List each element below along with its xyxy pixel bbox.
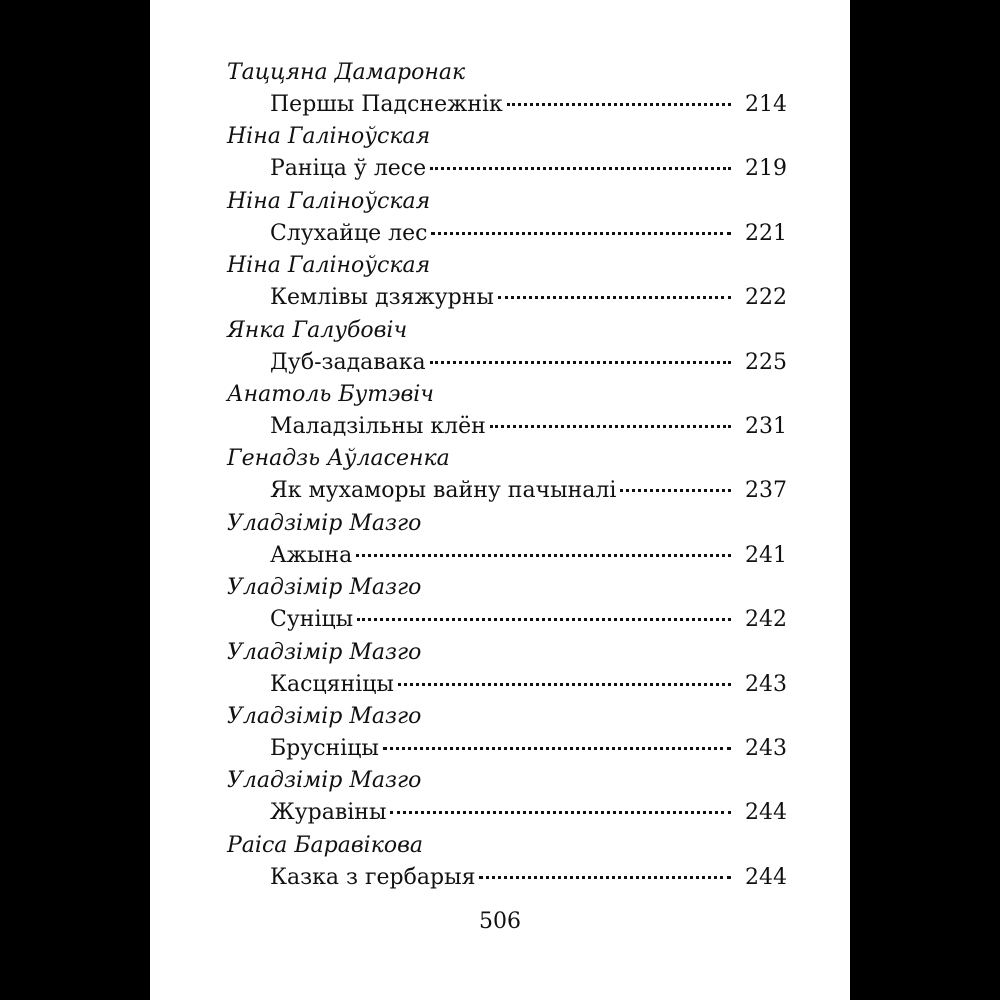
- toc-title: Брусніцы: [270, 735, 379, 761]
- toc-title: Ажына: [270, 542, 353, 568]
- dot-leader: [356, 554, 731, 557]
- toc-row: [227, 475, 787, 507]
- dot-leader: [383, 747, 731, 750]
- toc-author: Янка Галубовіч: [227, 317, 408, 343]
- toc-row: [227, 669, 787, 701]
- toc-entry: [227, 186, 787, 250]
- toc-page-number: 214: [745, 92, 787, 117]
- toc-row: [227, 862, 787, 894]
- toc-row: [227, 540, 787, 572]
- toc-row: [227, 604, 787, 636]
- toc-author: Анатоль Бутэвіч: [227, 381, 434, 407]
- toc-row: [227, 347, 787, 379]
- dot-leader: [507, 103, 731, 106]
- toc-page-number: 241: [745, 542, 787, 568]
- toc-title: Дуб-задавака: [270, 349, 426, 375]
- dot-leader: [398, 683, 731, 686]
- toc-author: Уладзімір Мазго: [227, 510, 422, 536]
- toc-author: Ніна Галіноўская: [227, 253, 431, 279]
- toc-row: [227, 733, 787, 765]
- toc-entry: [227, 830, 787, 894]
- toc-title: Касцяніцы: [270, 671, 394, 697]
- toc-title: Раніца ў лесе: [270, 156, 427, 182]
- toc-page-number: 244: [745, 864, 787, 890]
- toc-entry: [227, 315, 787, 379]
- toc-entry: [227, 121, 787, 185]
- toc-author: Генадзь Аўласенка: [227, 446, 450, 472]
- toc-author: Раіса Баравікова: [227, 832, 424, 858]
- toc-page-number: 243: [745, 671, 787, 697]
- toc-author: Таццяна Дамаронак: [227, 60, 466, 85]
- dot-leader: [498, 296, 731, 299]
- toc-page-number: 219: [745, 156, 787, 182]
- toc-page-number: 242: [745, 607, 787, 633]
- toc-row: [227, 411, 787, 443]
- toc-entry: [227, 250, 787, 314]
- book-page: [150, 0, 850, 1000]
- dot-leader: [430, 167, 731, 170]
- toc-entry: [227, 765, 787, 829]
- toc-title: Маладзільны клён: [270, 413, 486, 439]
- toc-title: Кемлівы дзяжурны: [270, 285, 494, 311]
- page-number: 506: [479, 909, 521, 934]
- toc-entry: [227, 57, 787, 121]
- toc-title: Журавіны: [270, 800, 387, 826]
- toc-author: Уладзімір Мазго: [227, 703, 422, 729]
- toc-entry: [227, 379, 787, 443]
- dot-leader: [431, 232, 731, 235]
- toc-row: [227, 797, 787, 829]
- toc-page-number: 221: [745, 220, 787, 246]
- toc-entry: [227, 443, 787, 507]
- toc-page-number: 243: [745, 735, 787, 761]
- table-of-contents: [227, 57, 787, 894]
- toc-author: Уладзімір Мазго: [227, 575, 422, 601]
- toc-page-number: 231: [745, 413, 787, 439]
- toc-title: Як мухаморы вайну пачыналі: [270, 478, 617, 504]
- dot-leader: [430, 361, 731, 364]
- toc-row: [227, 153, 787, 185]
- toc-entry: [227, 701, 787, 765]
- toc-entry: [227, 572, 787, 636]
- dot-leader: [357, 618, 731, 621]
- toc-author: Уладзімір Мазго: [227, 768, 422, 794]
- dot-leader: [620, 489, 731, 492]
- toc-page-number: 237: [745, 478, 787, 504]
- toc-page-number: 244: [745, 800, 787, 826]
- dot-leader: [490, 425, 731, 428]
- toc-entry: [227, 508, 787, 572]
- toc-title: Слухайце лес: [270, 220, 428, 246]
- toc-author: Ніна Галіноўская: [227, 188, 431, 214]
- toc-title: Першы Падснежнік: [270, 92, 503, 117]
- toc-title: Казка з гербарыя: [270, 864, 476, 890]
- toc-title: Суніцы: [270, 607, 354, 633]
- toc-row: [227, 282, 787, 314]
- toc-page-number: 222: [745, 285, 787, 311]
- dot-leader: [390, 811, 731, 814]
- dot-leader: [479, 876, 731, 879]
- toc-row: [227, 218, 787, 250]
- toc-author: Ніна Галіноўская: [227, 124, 431, 150]
- toc-entry: [227, 637, 787, 701]
- toc-row: [227, 89, 787, 121]
- toc-page-number: 225: [745, 349, 787, 375]
- toc-author: Уладзімір Мазго: [227, 639, 422, 665]
